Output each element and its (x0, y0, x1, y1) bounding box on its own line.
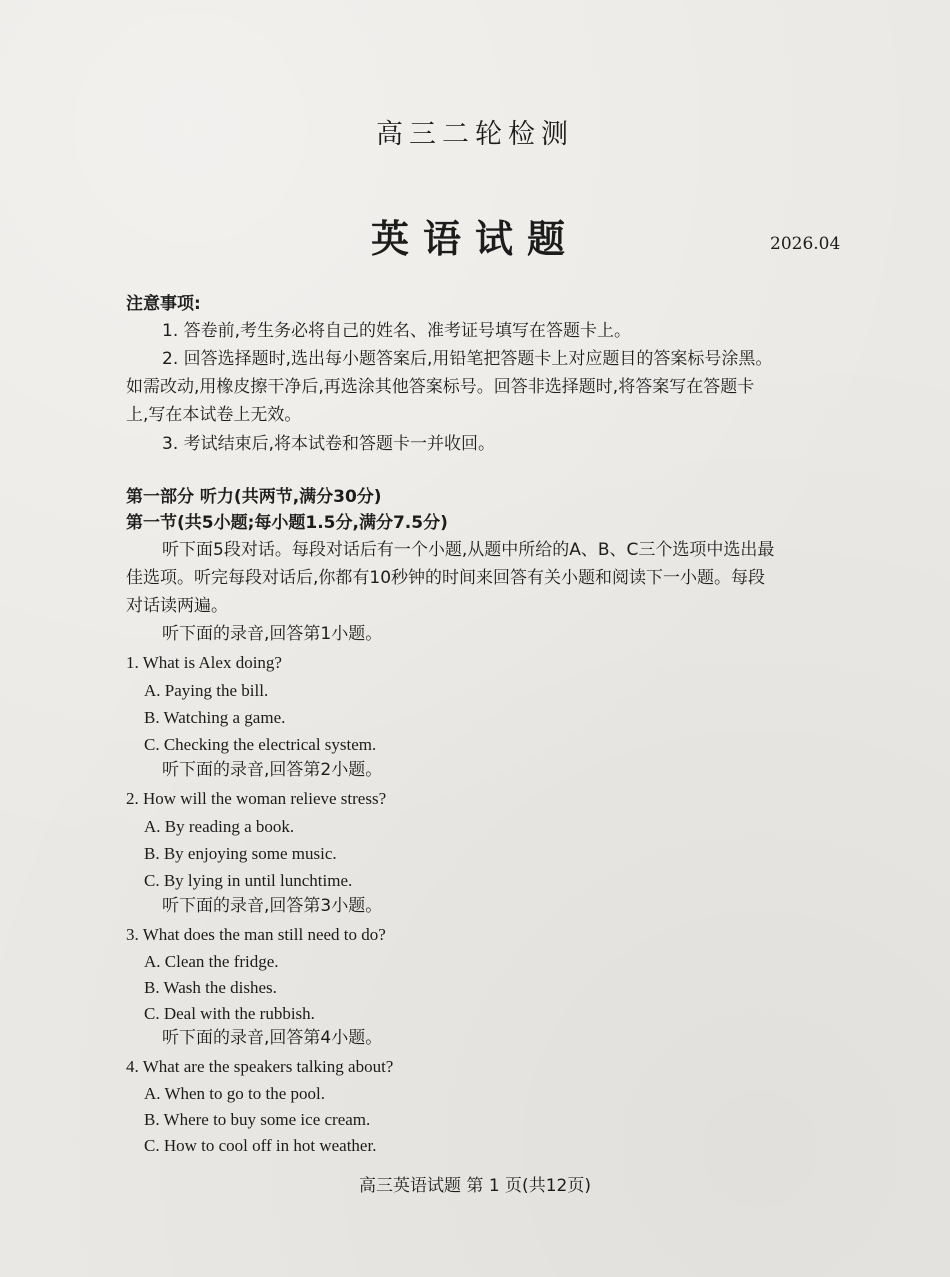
section1-heading: 第一节(共5小题;每小题1.5分,满分7.5分) (126, 513, 448, 533)
question-2-prompt: 听下面的录音,回答第2小题。 (162, 760, 383, 780)
notice-item-2-line-2: 如需改动,用橡皮擦干净后,再选涂其他答案标号。回答非选择题时,将答案写在答题卡 (126, 377, 755, 397)
question-4-option-a: A. When to go to the pool. (144, 1084, 325, 1103)
notice-item-2-line-1: 2. 回答选择题时,选出每小题答案后,用铅笔把答题卡上对应题目的答案标号涂黑。 (162, 349, 773, 369)
question-3-option-b: B. Wash the dishes. (144, 978, 277, 997)
notice-item-3: 3. 考试结束后,将本试卷和答题卡一并收回。 (162, 434, 496, 454)
question-2-option-a: A. By reading a book. (144, 817, 295, 836)
exam-date: 2026.04 (770, 234, 841, 254)
question-4-prompt: 听下面的录音,回答第4小题。 (162, 1028, 383, 1048)
question-3-option-c: C. Deal with the rubbish. (144, 1004, 315, 1023)
instructions-line-1: 听下面5段对话。每段对话后有一个小题,从题中所给的A、B、C三个选项中选出最 (162, 540, 775, 560)
question-4-option-c: C. How to cool off in hot weather. (144, 1136, 377, 1155)
question-2-option-c: C. By lying in until lunchtime. (144, 871, 353, 890)
page-footer: 高三英语试题 第 1 页(共12页) (359, 1176, 591, 1196)
instructions-line-3: 对话读两遍。 (126, 596, 228, 616)
question-1-option-a: A. Paying the bill. (144, 681, 269, 700)
question-1-stem: 1. What is Alex doing? (126, 653, 282, 672)
question-3-prompt: 听下面的录音,回答第3小题。 (162, 896, 383, 916)
question-1-option-c: C. Checking the electrical system. (144, 735, 377, 754)
exam-subtitle: 高三二轮检测 (376, 119, 574, 150)
notice-item-2-line-3: 上,写在本试卷上无效。 (126, 405, 302, 425)
question-1-option-b: B. Watching a game. (144, 708, 286, 727)
question-2-stem: 2. How will the woman relieve stress? (126, 789, 387, 808)
question-3-stem: 3. What does the man still need to do? (126, 925, 386, 944)
question-1-prompt: 听下面的录音,回答第1小题。 (162, 624, 383, 644)
question-2-option-b: B. By enjoying some music. (144, 844, 337, 863)
instructions-line-2: 佳选项。听完每段对话后,你都有10秒钟的时间来回答有关小题和阅读下一小题。每段 (126, 568, 766, 588)
question-3-option-a: A. Clean the fridge. (144, 952, 279, 971)
question-4-option-b: B. Where to buy some ice cream. (144, 1110, 371, 1129)
notice-item-1: 1. 答卷前,考生务必将自己的姓名、准考证号填写在答题卡上。 (162, 321, 632, 341)
exam-title: 英语试题 (370, 216, 579, 261)
notice-heading: 注意事项: (126, 294, 201, 314)
part1-heading: 第一部分 听力(共两节,满分30分) (126, 487, 382, 507)
question-4-stem: 4. What are the speakers talking about? (126, 1057, 394, 1076)
